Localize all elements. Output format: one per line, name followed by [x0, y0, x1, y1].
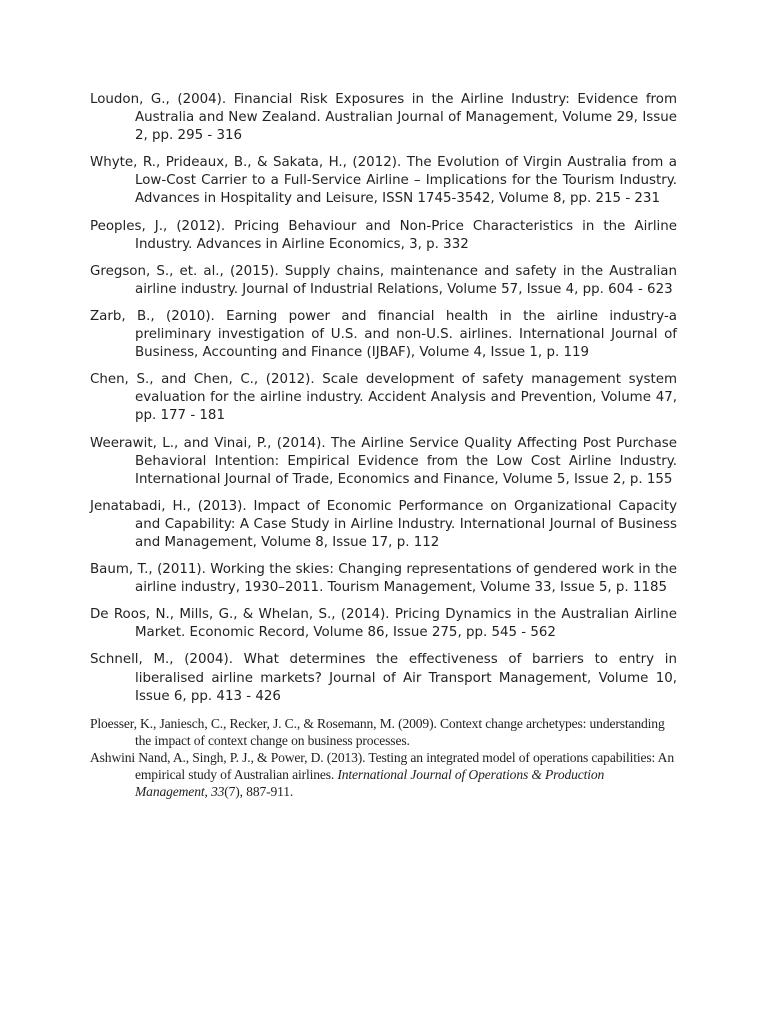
reference-separator: ,: [204, 783, 211, 799]
reference-peoples-2012: Peoples, J., (2012). Pricing Behaviour and Non-Price Characteristics in the Airline Industry. Advances in Airline Economics, 3, p. 332: [90, 218, 677, 252]
reference-whyte-2012: Whyte, R., Prideaux, B., & Sakata, H., (2012). The Evolution of Virgin Australia from a Low-Cost Carrier to a Full-Service Airline – Implications for the Tourism Industry. Advances in Hospitality and Leisure, ISSN 1745-3542, Volume 8, pp. 215 - 231: [90, 155, 677, 207]
reference-schnell-2004: Schnell, M., (2004). What determines the effectiveness of barriers to entry in liberalised airline markets? Journal of Air Transport Management, Volume 10, Issue 6, pp. 413 - 426: [90, 652, 677, 704]
reference-weerawit-2014: Weerawit, L., and Vinai, P., (2014). The Airline Service Quality Affecting Post Purchase Behavioral Intention: Empirical Evidence from the Low Cost Airline Industry. International Journal of Trade, Economics and Finance, Volume 5, Issue 2, p. 155: [90, 435, 677, 487]
reference-ploesser-2009: Ploesser, K., Janiesch, C., Recker, J. C., & Rosemann, M. (2009). Context change archetypes: understanding the impact of context change on business processes.: [90, 715, 665, 748]
reference-de-roos-2014: De Roos, N., Mills, G., & Whelan, S., (2014). Pricing Dynamics in the Australian Airline Market. Economic Record, Volume 86, Issue 275, pp. 545 - 562: [90, 607, 677, 641]
reference-gregson-2015: Gregson, S., et. al., (2015). Supply chains, maintenance and safety in the Australian airline industry. Journal of Industrial Relations, Volume 57, Issue 4, pp. 604 - 623: [90, 263, 677, 297]
reference-volume: 33: [210, 783, 225, 799]
reference-list: [90, 91, 677, 800]
reference-loudon-2004: Loudon, G., (2004). Financial Risk Exposures in the Airline Industry: Evidence from Australia and New Zealand. Australian Journal of Management, Volume 29, Issue 2, pp. 295 - 316: [90, 92, 677, 144]
reference-journal-name: International Journal of Operations & Production Management: [135, 766, 605, 799]
reference-ashwini-nand-2013: [90, 749, 677, 800]
reference-issue-pages: (7), 887-911.: [224, 783, 294, 799]
reference-authors-title: Ashwini Nand, A., Singh, P. J., & Power, D. (2013). Testing an integrated model of operations capabilities: An empirical study of Australian airlines.: [90, 749, 674, 782]
reference-jenatabadi-2013: Jenatabadi, H., (2013). Impact of Economic Performance on Organizational Capacity and Capability: A Case Study in Airline Industry. International Journal of Business and Management, Volume 8, Issue 17, p. 112: [90, 498, 677, 550]
reference-baum-2011: Baum, T., (2011). Working the skies: Changing representations of gendered work in the airline industry, 1930–2011. Tourism Management, Volume 33, Issue 5, p. 1185: [90, 562, 677, 596]
reference-zarb-2010: Zarb, B., (2010). Earning power and financial health in the airline industry-a preliminary investigation of U.S. and non-U.S. airlines. International Journal of Business, Accounting and Finance (IJBAF), Volume 4, Issue 1, p. 119: [90, 308, 677, 361]
reference-chen-2012: Chen, S., and Chen, C., (2012). Scale development of safety management system evaluation for the airline industry. Accident Analysis and Prevention, Volume 47, pp. 177 - 181: [90, 372, 677, 424]
